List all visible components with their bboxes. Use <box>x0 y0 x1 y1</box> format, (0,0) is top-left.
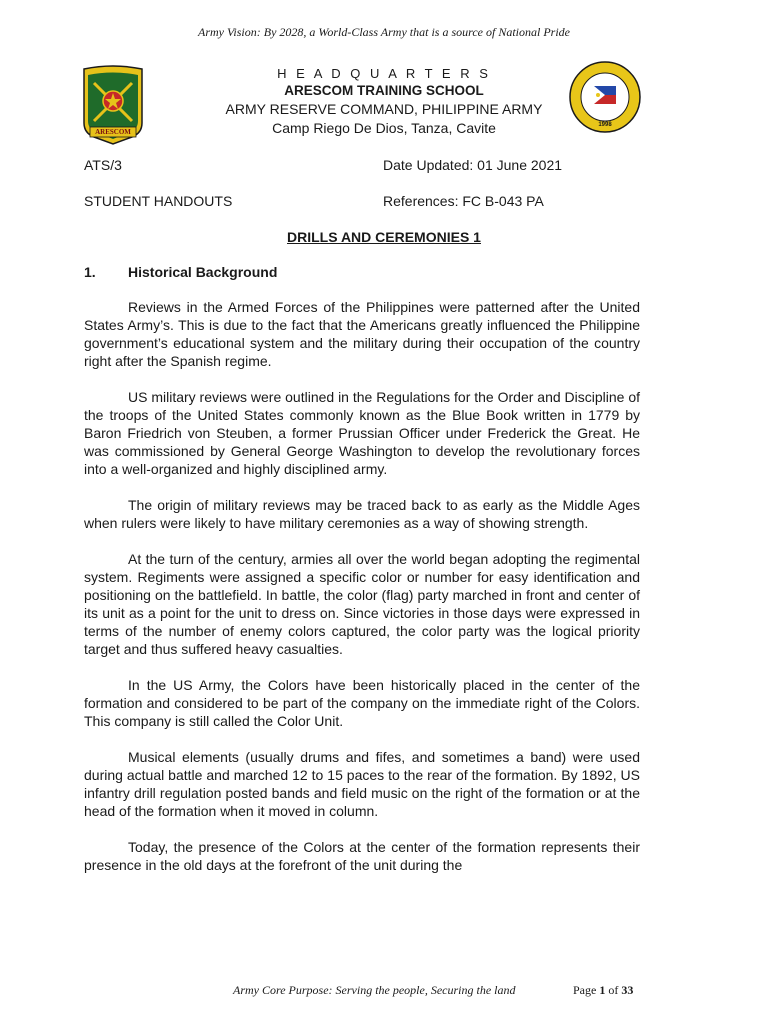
camp-address: Camp Riego De Dios, Tanza, Cavite <box>272 120 496 136</box>
paragraph: Today, the presence of the Colors at the center of the formation represents their presence in the old days at the forefront of the unit during the <box>84 839 640 873</box>
paragraph: Musical elements (usually drums and fifes, and sometimes a band) were used during actual battle and marched 12 to 15 paces to the rear of the formation. By 1892, US infantry drill regulation posted bands and field music on the right of the formation or at the head of the formation when it moved in column. <box>84 749 640 819</box>
right-logo-year: 1998 <box>598 122 612 128</box>
letterhead <box>0 66 768 138</box>
references: References: FC B-043 PA <box>383 193 544 209</box>
left-logo-label: ARESCOM <box>95 128 131 136</box>
date-updated: Date Updated: 01 June 2021 <box>383 157 563 173</box>
paragraph: In the US Army, the Colors have been historically placed in the center of the formation and considered to be part of the company on the immediate right of the Colors. This company is still called the Color Unit. <box>84 677 640 729</box>
section-title: Historical Background <box>128 264 278 280</box>
command-name: ARMY RESERVE COMMAND, PHILIPPINE ARMY <box>225 101 543 117</box>
page-current: 1 <box>599 983 606 997</box>
page-prefix: Page <box>573 983 597 997</box>
page-of: of <box>608 983 619 997</box>
paragraph: US military reviews were outlined in the Regulations for the Order and Discipline of the troops of the United States commonly known as the Blue Book written in 1779 by Baron Friedrich von Steuben, a former Prussian Officer under Frederick the Great. He was commissioned by General George Washington to develop the revolutionary forces into a well-organized and highly disciplined army. <box>84 389 641 477</box>
header-vision: Army Vision: By 2028, a World-Class Army that is a source of National Pride <box>198 25 570 39</box>
paragraph: At the turn of the century, armies all over the world began adopting the regimental system. Regiments were assigned a specific color or number for easy identification and positioning on the battlefield. In battle, the color (flag) party marched in front and center of its unit as a point for the unit to dress on. Since victories in those days were expressed in terms of the number of enemy colors captured, the color party was the logical priority target and thus suffered heavy casualties. <box>84 551 640 657</box>
document-title: DRILLS AND CEREMONIES 1 <box>287 229 481 245</box>
headquarters-heading: H E A D Q U A R T E R S <box>277 66 491 81</box>
page-number <box>573 983 633 998</box>
body-text <box>84 298 640 892</box>
section-number: 1. <box>84 264 96 280</box>
paragraph: The origin of military reviews may be traced back to as early as the Middle Ages when rulers were likely to have military ceremonies as a way of showing strength. <box>84 497 640 531</box>
doc-code: ATS/3 <box>84 157 122 173</box>
doc-type: STUDENT HANDOUTS <box>84 193 233 209</box>
school-name: ARESCOM TRAINING SCHOOL <box>284 83 484 98</box>
page-total: 33 <box>621 983 634 997</box>
paragraph: Reviews in the Armed Forces of the Philippines were patterned after the United States Army’s. This is due to the fact that the Americans greatly influenced the Philippine government’s educational system and the military during their occupation of the country right after the Spanish regime. <box>84 299 640 369</box>
footer-core-purpose: Army Core Purpose: Serving the people, Securing the land <box>233 983 516 997</box>
